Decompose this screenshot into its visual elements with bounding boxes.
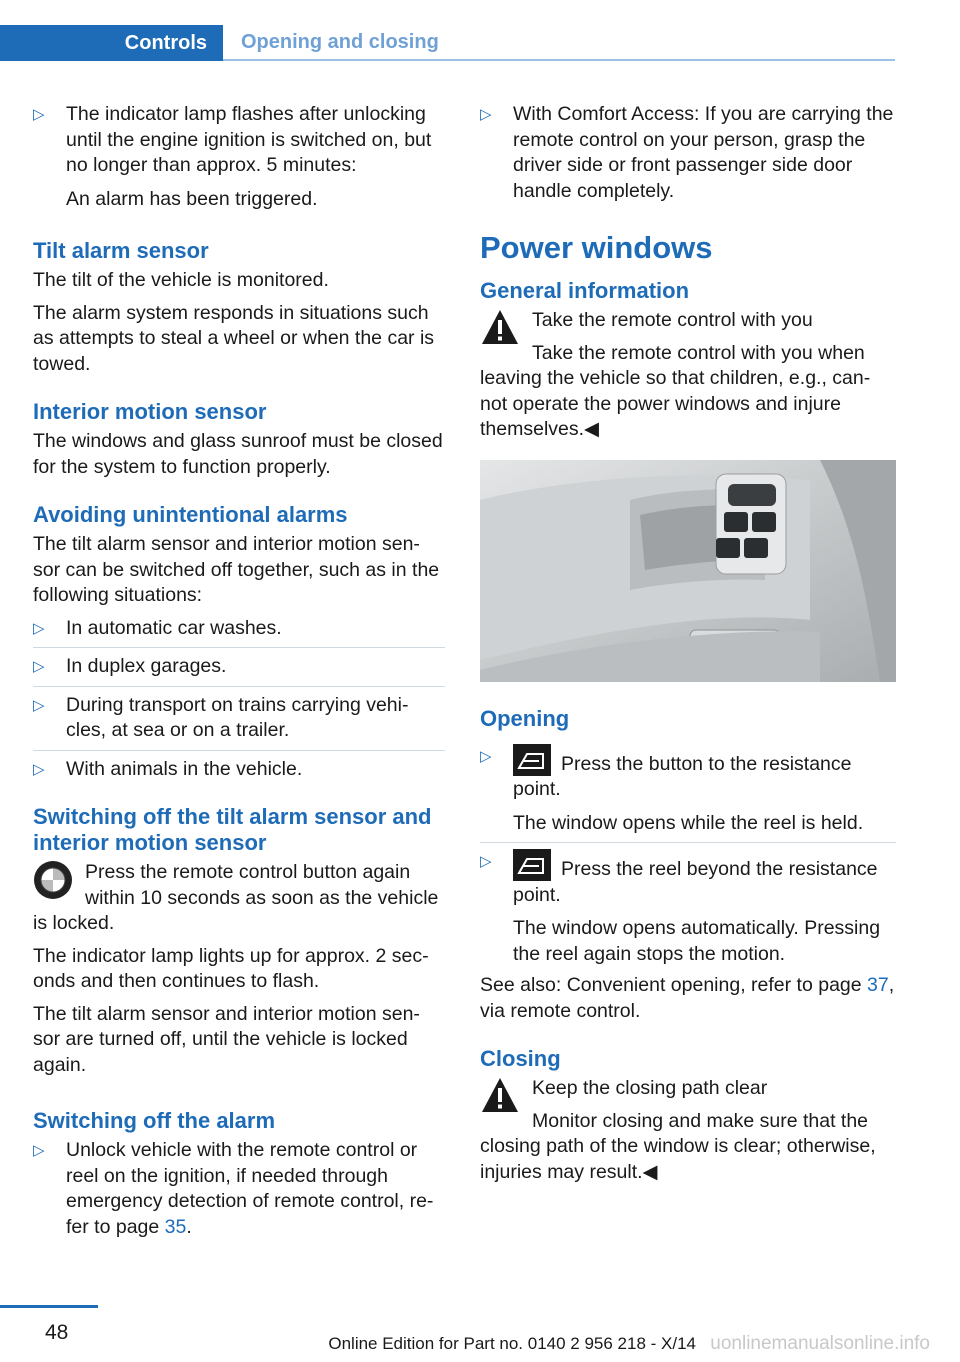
warning-note <box>480 1076 896 1185</box>
list-item-subtext: The window opens while the reel is held. <box>513 811 864 834</box>
tab-controls[interactable]: Controls <box>0 25 223 61</box>
triangle-bullet-icon: ▷ <box>33 658 45 675</box>
triangle-bullet-icon: ▷ <box>33 760 45 778</box>
triangle-bullet-icon: ▷ <box>33 696 45 714</box>
remote-button-note <box>33 860 445 937</box>
section-heading: Interior motion sensor <box>33 399 267 424</box>
page-link[interactable]: 37 <box>867 974 889 996</box>
page-number: 48 <box>45 1321 69 1344</box>
warning-text: Monitor closing and make sure that the closing path of the window is clear; otherwise, injuries may result.◀ <box>480 1109 876 1183</box>
warning-title: Keep the closing path clear <box>532 1077 768 1099</box>
door-switch-photo <box>480 460 896 682</box>
list-item: ▷ In duplex garages. <box>33 647 445 680</box>
window-button-icon <box>513 744 551 776</box>
section-heading: Closing <box>480 1046 561 1071</box>
page-link[interactable]: 35 <box>164 1215 187 1238</box>
triangle-bullet-icon: ▷ <box>33 619 45 637</box>
warning-text: Take the remote control with you when leaving the vehicle so that children, e.g., can‐ not operate the power windows and injure themselves.◀ <box>480 341 871 440</box>
list-item: ▷ Press the reel beyond the resistance point. The window opens automatically. Pressing the reel again stops the motion. <box>480 842 896 967</box>
list-item-subtext: An alarm has been triggered. <box>66 187 318 210</box>
right-column <box>480 102 896 1192</box>
warning-triangle-icon <box>480 308 520 346</box>
edition-text: Online Edition for Part no. 0140 2 956 218 - X/14 <box>328 1334 696 1353</box>
window-button-icon <box>513 849 551 881</box>
paragraph: The indicator lamp lights up for approx. 2 sec‐ onds and then continues to flash. <box>33 944 429 992</box>
section-heading: Avoiding unintentional alarms <box>33 502 348 527</box>
tab-opening-and-closing[interactable]: Opening and closing <box>223 25 895 61</box>
bmw-logo-icon <box>33 860 73 900</box>
warning-note <box>480 308 896 443</box>
section-heading: General information <box>480 278 690 303</box>
left-column <box>33 102 445 1246</box>
paragraph: The tilt alarm sensor and interior motion sen‐ sor are turned off, until the vehicle is locked again. <box>33 1002 420 1076</box>
triangle-bullet-icon: ▷ <box>33 1142 45 1159</box>
section-heading: Switching off the alarm <box>33 1108 276 1133</box>
triangle-bullet-icon: ▷ <box>480 106 492 123</box>
list-item: ▷ With Comfort Access: If you are carrying the remote control on your person, grasp the driver side or front passenger side door handle completely. <box>480 103 894 202</box>
paragraph: Press the remote control button again within 10 seconds as soon as the vehicle is locked. <box>33 861 439 934</box>
warning-title: Take the remote control with you <box>532 309 813 331</box>
paragraph: The tilt of the vehicle is monitored. <box>33 269 329 291</box>
triangle-bullet-icon: ▷ <box>480 747 492 765</box>
list-item: ▷ Unlock vehicle with the remote control or reel on the ignition, if needed through emergency detection of remote control, re‐ fer to page 35. <box>33 1139 434 1238</box>
triangle-bullet-icon: ▷ <box>33 106 45 123</box>
section-heading: Opening <box>480 705 570 731</box>
list-item: ▷ In automatic car washes. <box>33 616 445 642</box>
footer-rule <box>0 1305 98 1308</box>
list-item-subtext: The window opens automatically. Pressing the reel again stops the motion. <box>513 917 881 965</box>
list-item: ▷ During transport on trains carrying vehi‐ cles, at sea or on a trailer. <box>33 686 445 744</box>
door-panel-illustration <box>480 460 896 682</box>
paragraph: The windows and glass sunroof must be closed for the system to function properly. <box>33 430 443 478</box>
paragraph: The alarm system responds in situations such as attempts to steal a wheel or when the car is towed. <box>33 301 435 375</box>
paragraph: The tilt alarm sensor and interior motion sen‐ sor can be switched off together, such as in the following situations: <box>33 533 440 606</box>
list-item: ▷ The indicator lamp flashes after unlocking until the engine ignition is switched on, but no longer than approx. 5 minutes: An alarm has been triggered. <box>33 102 445 212</box>
list-item: ▷ Press the button to the resistance point. The window opens while the reel is held. <box>480 744 896 837</box>
chapter-heading: Power windows <box>480 230 713 265</box>
section-heading: Tilt alarm sensor <box>33 238 209 263</box>
section-heading: Switching off the tilt alarm sensor and interior motion sensor <box>33 804 432 855</box>
paragraph: See also: Convenient opening, refer to page 37, via remote control. <box>480 974 895 1022</box>
warning-triangle-icon <box>480 1076 520 1114</box>
triangle-bullet-icon: ▷ <box>480 853 492 870</box>
list-item: ▷ With animals in the vehicle. <box>33 750 445 783</box>
chapter-tabs <box>0 25 895 61</box>
watermark: uonlinemanualsonline.info <box>710 1333 930 1354</box>
